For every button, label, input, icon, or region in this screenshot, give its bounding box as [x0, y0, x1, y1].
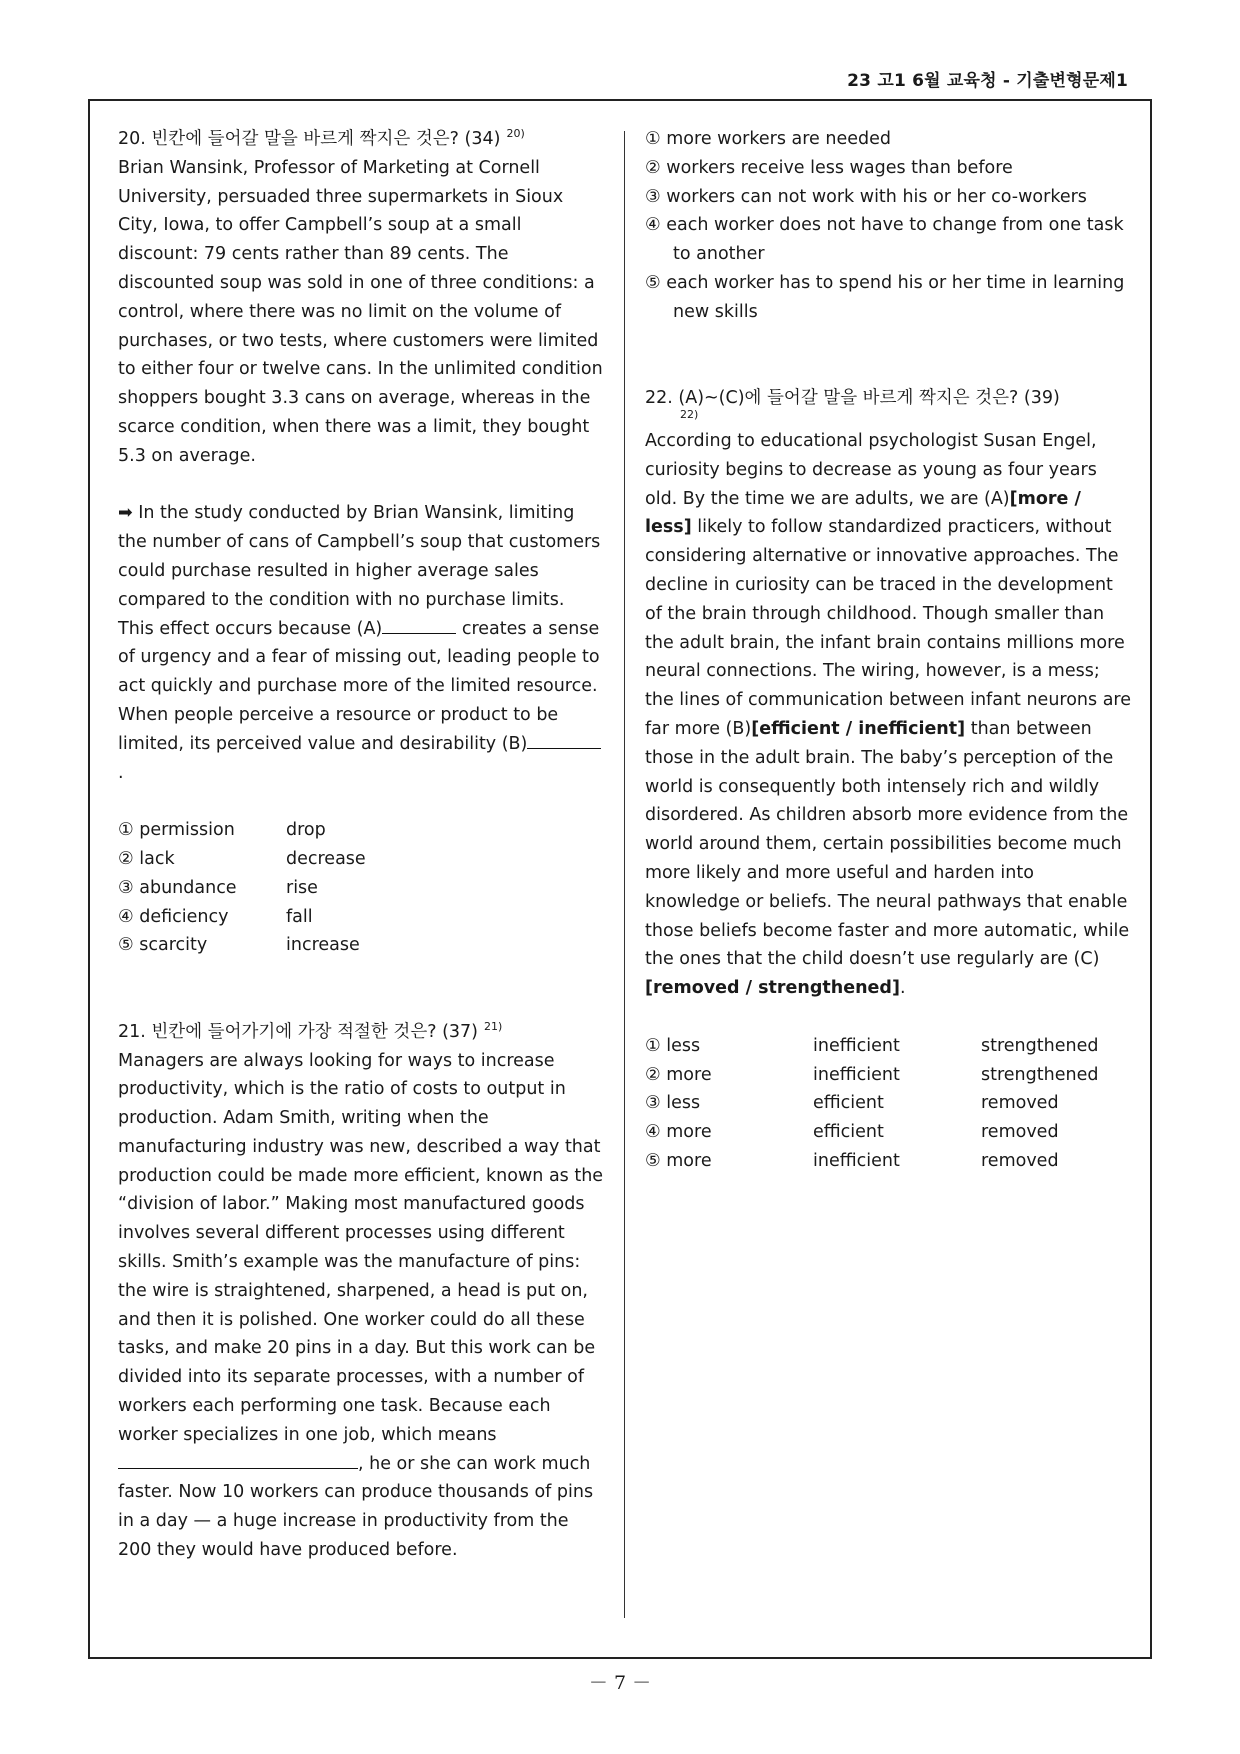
page-header-title: 23 고1 6월 교육청 - 기출변형문제1 — [847, 71, 1128, 91]
right-column — [645, 125, 1131, 1176]
option-item: ② workers receive less wages than before — [645, 157, 1013, 178]
option-item: ④ each worker does not have to change from one task to another — [645, 215, 1124, 265]
choice-b: [efficient / inefficient] — [751, 718, 966, 739]
option-row: ③ less efficient removed — [645, 1093, 1059, 1114]
option-row: ⑤ more inefficient removed — [645, 1150, 1059, 1171]
blank-answer — [118, 1452, 358, 1469]
left-column — [118, 125, 604, 1565]
page-number: － 7 － — [588, 1672, 652, 1694]
question-20-summary: ➡ In the study conducted by Brian Wansink, limiting the number of cans of Campbell’s soup that customers could purchase resulted in higher average sales compared to the condition with no purchase limits. This effect occurs because (A) creates a sense of urgency and a fear of missing out, leading people to act quickly and purchase more of the limited resource. When people perceive a resource or product to be limited, its perceived value and desirability (B). — [118, 503, 601, 783]
question-21-passage: Managers are always looking for ways to increase productivity, which is the ratio of costs to output in production. Adam Smith, writing when the manufacturing industry was new, described a way that production could be made more efficient, known as the “division of labor.” Making most manufactured goods involves several different processes using different skills. Smith’s example was the manufacture of pins: the wire is straightened, sharpened, a head is put on, and then it is polished. One worker could do all these tasks, and make 20 pins in a day. But this work can be divided into its separate processes, with a number of workers each performing one task. Because each worker specializes in one job, which means , he or she can work much faster. Now 10 workers can produce thousands of pins in a day — a huge increase in productivity from the 200 they would have produced before. — [118, 1050, 604, 1561]
question-22 — [645, 384, 1131, 1176]
question-20-passage: Brian Wansink, Professor of Marketing at Cornell University, persuaded three supermarkets in Sioux City, Iowa, to offer Campbell’s soup at a small discount: 79 cents rather than 89 cents. The discounted soup was sold in one of three conditions: a control, where there was no limit on the volume of purchases, or two tests, where customers were limited to either four or twelve cans. In the unlimited condition shoppers bought 3.3 cans on average, whereas in the scarce condition, when there was a limit, they bought 5.3 on average. — [118, 157, 603, 466]
option-item: ⑤ each worker has to spend his or her time in learning new skills — [645, 272, 1125, 322]
question-20-options — [118, 816, 604, 960]
question-21-title: 21. 빈칸에 들어가기에 가장 적절한 것은? (37) $^{21)}$ — [118, 1019, 503, 1042]
option-row: ③ abundance rise — [118, 877, 318, 898]
option-row: ④ deficiency fall — [118, 906, 313, 927]
question-20 — [118, 125, 604, 960]
column-divider — [624, 131, 625, 1618]
blank-b — [527, 732, 601, 749]
option-row: ② lack decrease — [118, 848, 366, 869]
question-21-options — [645, 125, 1131, 327]
blank-a — [382, 617, 456, 634]
question-20-title: 20. 빈칸에 들어갈 말을 바르게 짝지은 것은? (34) $^{20)}$ — [118, 127, 525, 149]
question-22-options — [645, 1032, 1131, 1176]
question-22-title: 22. (A)~(C)에 들어갈 말을 바르게 짝지은 것은? (39) — [645, 388, 1060, 409]
question-21 — [118, 1018, 604, 1565]
choice-a: [more / less] — [645, 488, 1081, 538]
option-row: ① less inefficient strengthened — [645, 1035, 1099, 1056]
question-20-footnote: 20) — [506, 127, 525, 141]
choice-c: [removed / strengthened] — [645, 978, 900, 999]
option-row: ④ more efficient removed — [645, 1122, 1059, 1143]
question-22-passage: According to educational psychologist Susan Engel, curiosity begins to decrease as young as four years old. By the time we are adults, we are (A)[more / less] likely to follow standardized practicers, without considering alternative or innovative approaches. The decline in curiosity can be traced in the development of the brain through childhood. Though smaller than the adult brain, the infant brain contains millions more neural connections. The wiring, however, is a mess; the lines of communication between infant neurons are far more (B)[efficient / inefficient] than between those in the adult brain. The baby’s perception of the world is consequently both intensely rich and wildly disordered. As children absorb more evidence from the world around them, certain possibilities become much more likely and more useful and harden into knowledge or beliefs. The neural pathways that enable those beliefs become faster and more automatic, while the ones that the child doesn’t use regularly are (C)[removed / strengthened]. — [645, 430, 1132, 999]
option-item: ③ workers can not work with his or her co-workers — [645, 186, 1087, 207]
option-item: ① more workers are needed — [645, 129, 891, 149]
option-row: ⑤ scarcity increase — [118, 935, 360, 956]
question-22-footnote: 22) — [680, 407, 699, 421]
question-21-footnote: 21) — [484, 1019, 503, 1033]
option-row: ② more inefficient strengthened — [645, 1064, 1099, 1085]
option-row: ① permission drop — [118, 820, 326, 841]
